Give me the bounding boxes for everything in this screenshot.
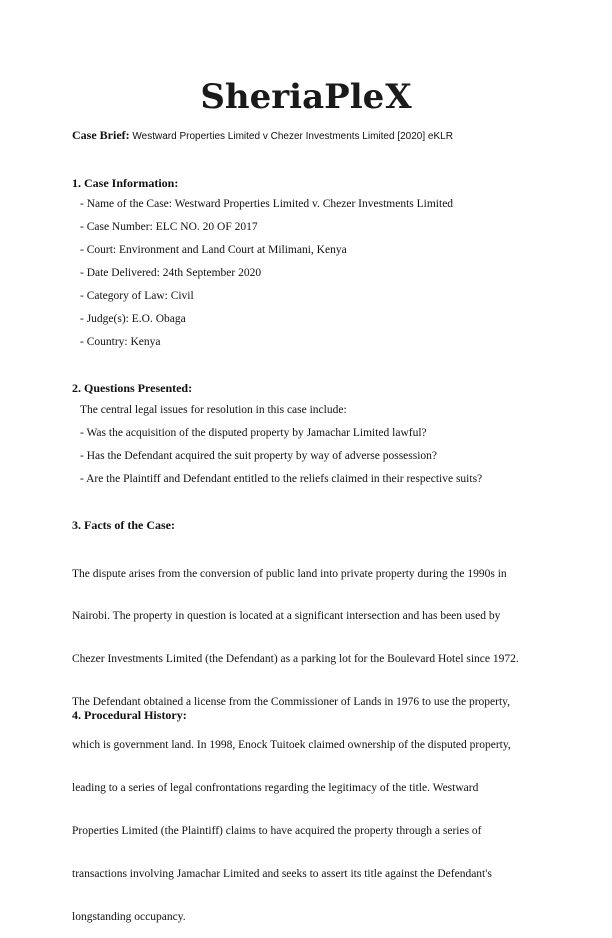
- list-item: - Category of Law: Civil: [80, 290, 194, 302]
- logo-text: [200, 77, 412, 117]
- paragraph-line: The dispute arises from the conversion of public land into private property during the 1990s in: [72, 567, 507, 580]
- list-item: - Country: Kenya: [80, 336, 161, 348]
- paragraph-line: Chezer Investments Limited (the Defendant) as a parking lot for the Boulevard Hotel since 1972.: [72, 653, 519, 666]
- list-item: - Name of the Case: Westward Properties Limited v. Chezer Investments Limited: [80, 198, 454, 210]
- list-item: - Has the Defendant acquired the suit property by way of adverse possession?: [80, 450, 438, 462]
- section-intro: The central legal issues for resolution in this case include:: [80, 404, 347, 416]
- paragraph-line: Nairobi. The property in question is located at a significant intersection and has been used by: [72, 610, 501, 623]
- list-item: - Case Number: ELC NO. 20 OF 2017: [80, 221, 258, 233]
- paragraph-line: which is government land. In 1998, Enock Tuitoek claimed ownership of the disputed property,: [72, 739, 511, 752]
- case-brief-title: [72, 128, 453, 143]
- section-heading-facts: 3. Facts of the Case:: [72, 518, 175, 532]
- case-brief-label: Case Brief:: [72, 128, 130, 142]
- logo: [0, 72, 612, 122]
- list-item: - Court: Environment and Land Court at Milimani, Kenya: [80, 244, 347, 256]
- facts-paragraph: [72, 538, 542, 938]
- section-heading-procedural-history: 4. Procedural History:: [72, 708, 187, 722]
- paragraph-line: leading to a series of legal confrontations regarding the legitimacy of the title. Westward: [72, 782, 479, 795]
- paragraph-line: longstanding occupancy.: [72, 910, 186, 923]
- logo-wordmark: SheriaPle: [200, 77, 385, 117]
- case-brief-name: Westward Properties Limited v Chezer Investments Limited [2020] eKLR: [132, 131, 453, 142]
- list-item: - Are the Plaintiff and Defendant entitled to the reliefs claimed in their respective suits?: [80, 473, 483, 485]
- section-heading-questions-presented: 2. Questions Presented:: [72, 381, 193, 395]
- section-heading-case-information: 1. Case Information:: [72, 176, 179, 190]
- logo-x-mark: X: [385, 77, 412, 117]
- list-item: - Judge(s): E.O. Obaga: [80, 313, 186, 325]
- paragraph-line: transactions involving Jamachar Limited and seeks to assert its title against the Defendant's: [72, 867, 492, 880]
- list-item: - Was the acquisition of the disputed property by Jamachar Limited lawful?: [80, 427, 427, 439]
- paragraph-line: The Defendant obtained a license from the Commissioner of Lands in 1976 to use the property,: [72, 696, 511, 709]
- paragraph-line: Properties Limited (the Plaintiff) claims to have acquired the property through a series of: [72, 824, 482, 837]
- list-item: - Date Delivered: 24th September 2020: [80, 267, 262, 279]
